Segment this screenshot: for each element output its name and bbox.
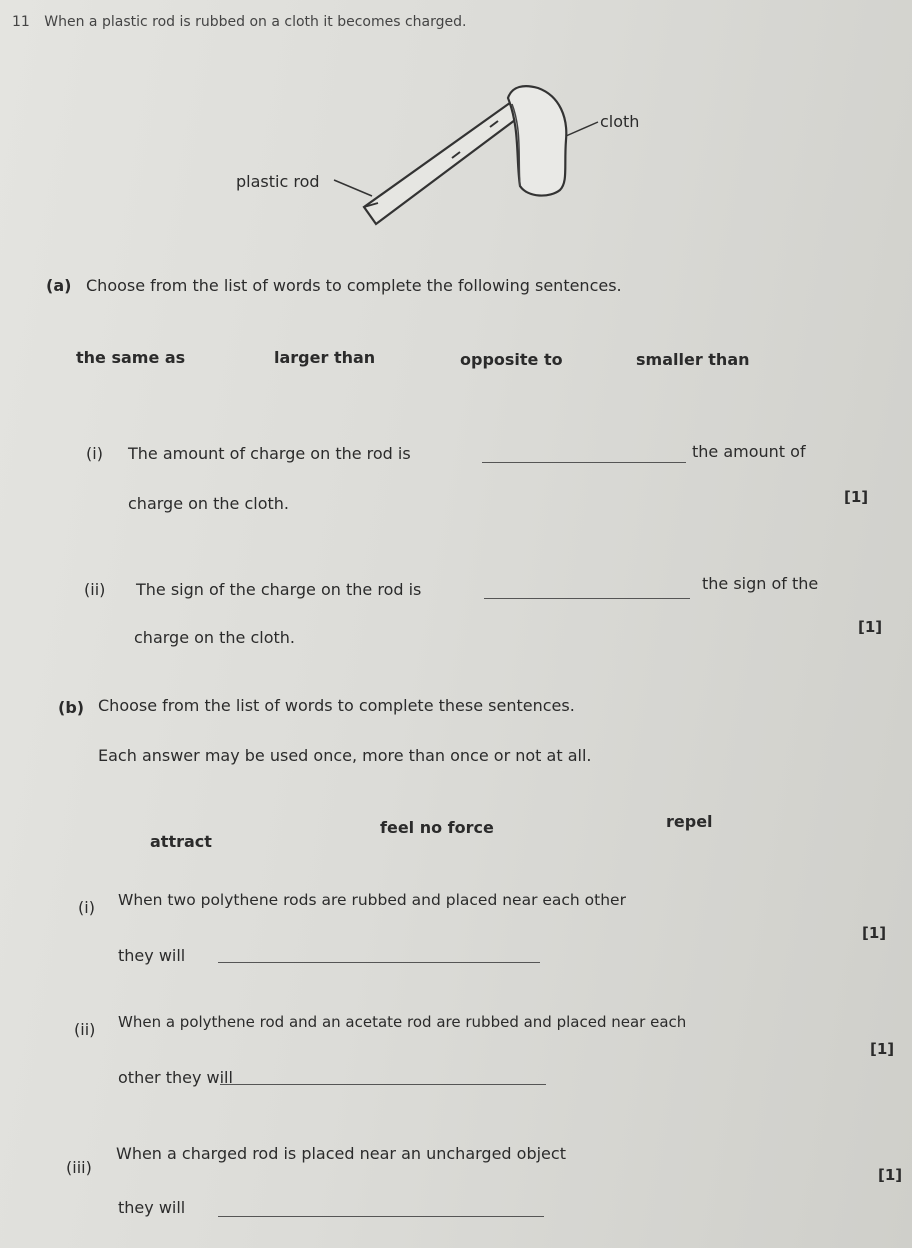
word-option-repel: repel (666, 812, 713, 831)
b-iii-line2: they will (118, 1198, 186, 1217)
b-ii-answer-blank[interactable] (220, 1084, 546, 1085)
part-a-label: (a) (46, 276, 72, 295)
question-number: 11 (12, 14, 30, 30)
b-ii-line1: When a polythene rod and an acetate rod are rubbed and placed near each (118, 1013, 687, 1031)
cloth-label: cloth (600, 112, 640, 131)
a-ii-continuation: charge on the cloth. (134, 628, 296, 647)
word-option-smaller-than: smaller than (636, 350, 750, 369)
a-ii-answer-blank[interactable] (484, 598, 690, 599)
rod-cloth-diagram (0, 0, 912, 260)
plastic-rod-label: plastic rod (236, 172, 320, 191)
b-i-number: (i) (78, 898, 95, 917)
a-i-number: (i) (86, 444, 103, 463)
b-iii-marks: [1] (878, 1166, 903, 1184)
b-i-answer-blank[interactable] (218, 962, 540, 963)
word-option-attract: attract (150, 832, 212, 851)
a-ii-text-after: the sign of the (702, 574, 819, 593)
cloth-shape (508, 86, 566, 195)
word-option-larger-than: larger than (274, 348, 376, 367)
b-i-marks: [1] (862, 924, 887, 942)
plastic-rod-shape (364, 100, 523, 224)
b-iii-line1: When a charged rod is placed near an uncharged object (116, 1144, 566, 1163)
a-ii-text-before: The sign of the charge on the rod is (136, 580, 422, 599)
a-ii-marks: [1] (858, 618, 883, 636)
b-ii-line2: other they will (118, 1068, 233, 1087)
rod-leader-line (334, 180, 372, 196)
word-option-feel-no-force: feel no force (380, 818, 494, 837)
part-b-instruction: Choose from the list of words to complete these sentences. (98, 696, 575, 715)
part-b-label: (b) (58, 698, 85, 717)
a-i-marks: [1] (844, 488, 869, 506)
b-i-line2: they will (118, 946, 186, 965)
a-i-text-before: The amount of charge on the rod is (128, 444, 411, 463)
a-ii-number: (ii) (84, 580, 106, 599)
part-b-note: Each answer may be used once, more than once or not at all. (98, 746, 592, 765)
b-i-line1: When two polythene rods are rubbed and placed near each other (118, 891, 626, 909)
b-iii-number: (iii) (66, 1158, 92, 1177)
a-i-continuation: charge on the cloth. (128, 494, 290, 513)
b-ii-marks: [1] (870, 1040, 895, 1058)
a-i-text-after: the amount of (692, 442, 806, 461)
part-a-instruction: Choose from the list of words to complete the following sentences. (86, 276, 622, 295)
b-ii-number: (ii) (74, 1020, 96, 1039)
cloth-leader-line (566, 122, 598, 136)
word-option-opposite-to: opposite to (460, 350, 563, 369)
b-iii-answer-blank[interactable] (218, 1216, 544, 1217)
a-i-answer-blank[interactable] (482, 462, 686, 463)
question-stem-text: When a plastic rod is rubbed on a cloth it becomes charged. (44, 14, 467, 30)
word-option-the-same-as: the same as (76, 348, 186, 367)
